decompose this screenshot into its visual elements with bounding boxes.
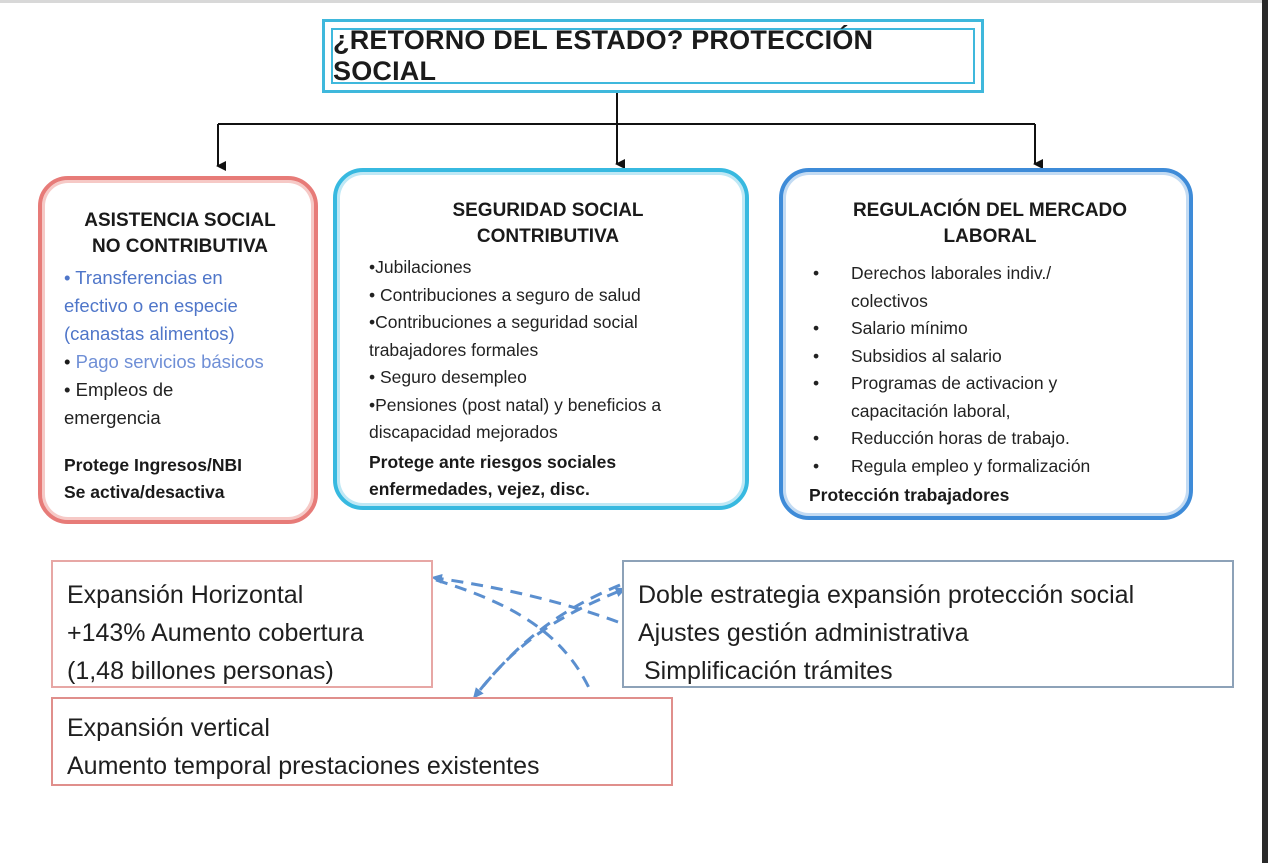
asistencia-footer-line2: Se activa/desactiva: [64, 482, 225, 502]
list-item-text: Transferencias en: [75, 267, 223, 288]
list-item: discapacidad mejorados: [369, 422, 558, 442]
list-item: [809, 288, 1171, 316]
bullet-icon: •: [813, 428, 820, 448]
regulacion-footer: Protección trabajadores: [809, 485, 1010, 505]
bullet-icon: •: [813, 373, 820, 393]
doble-estrategia-box: [622, 560, 1234, 688]
list-item: [809, 425, 1171, 453]
tree-connectors: [218, 93, 1035, 166]
frame-right-edge: [1262, 0, 1268, 863]
list-item-text: Pago servicios básicos: [75, 351, 264, 372]
asistencia-footer-line1: Protege Ingresos/NBI: [64, 455, 242, 475]
expansion-horizontal-coverage: +143% Aumento cobertura: [67, 619, 364, 647]
bullet-icon: •: [813, 263, 820, 283]
list-item: [809, 370, 1171, 398]
list-item: [64, 404, 296, 432]
frame-top-edge: [0, 0, 1268, 3]
dashed-arrows: [436, 578, 622, 695]
list-item: [809, 260, 1171, 288]
seguridad-footer-line1: Protege ante riesgos sociales: [369, 451, 617, 472]
bullet-icon: •: [813, 345, 820, 366]
list-item-text: Reducción horas de trabajo.: [851, 428, 1070, 448]
doble-estrategia-simplificacion: Simplificación trámites: [644, 657, 893, 685]
list-item: [809, 453, 1171, 481]
bullet-icon: •: [813, 318, 820, 338]
doble-estrategia-title: Doble estrategia expansión protección social: [638, 581, 1135, 609]
list-item-text: (canastas alimentos): [64, 323, 235, 344]
list-item-text: efectivo o en especie: [64, 295, 238, 316]
dashed-arrow-to-doble: [436, 580, 590, 690]
asistencia-footer: [64, 452, 296, 506]
bullet-icon: •: [64, 351, 71, 372]
list-item: [809, 343, 1171, 371]
expansion-vertical-title: Expansión vertical: [67, 714, 270, 742]
bullet-icon: •: [64, 379, 71, 400]
list-item-text: Programas de activacion y: [851, 373, 1058, 393]
list-item-text: emergencia: [64, 407, 161, 428]
list-item-text: Salario mínimo: [851, 318, 968, 338]
seguridad-heading: [369, 198, 727, 250]
expansion-horizontal-people: (1,48 billones personas): [67, 657, 334, 685]
seguridad-heading-line1: SEGURIDAD SOCIAL: [452, 200, 644, 221]
regulacion-mercado-box: [779, 168, 1193, 520]
list-item: [809, 315, 1171, 343]
list-item-text: colectivos: [851, 290, 928, 311]
expansion-vertical-box: [51, 697, 673, 786]
dashed-arrow-to-vertical: [476, 585, 620, 695]
asistencia-heading-line1: ASISTENCIA SOCIAL: [84, 210, 276, 231]
bullet-icon: •: [813, 455, 820, 476]
expansion-horizontal-box: [51, 560, 433, 688]
dashed-arrow-horizontal-to-doble: [480, 590, 622, 690]
seguridad-list: [369, 254, 727, 447]
list-item: •Jubilaciones: [369, 257, 472, 277]
list-item: [64, 292, 296, 320]
regulacion-heading-line1: REGULACIÓN DEL MERCADO: [852, 200, 1128, 221]
title-frame: [322, 19, 984, 93]
asistencia-heading: [64, 208, 296, 260]
regulacion-heading-line2: LABORAL: [943, 226, 1037, 247]
list-item: trabajadores formales: [369, 339, 539, 360]
list-item-text: capacitación laboral,: [851, 400, 1011, 421]
seguridad-footer-line2: enfermedades, vejez, disc.: [369, 478, 590, 499]
list-item: [64, 320, 296, 348]
seguridad-heading-line2: CONTRIBUTIVA: [476, 226, 620, 247]
list-item: • Seguro desempleo: [369, 367, 527, 387]
list-item: [64, 348, 296, 376]
list-item-text: Derechos laborales indiv./: [851, 263, 1052, 283]
expansion-vertical-detail: Aumento temporal prestaciones existentes: [67, 752, 540, 780]
list-item: [64, 264, 296, 292]
asistencia-list: [64, 264, 296, 432]
bullet-icon: •: [64, 267, 71, 288]
list-item-text: Regula empleo y formalización: [851, 455, 1091, 476]
regulacion-list: [809, 260, 1171, 480]
list-item-text: Empleos de: [75, 379, 174, 400]
list-item: •Pensiones (post natal) y beneficios a: [369, 394, 662, 415]
list-item-text: Subsidios al salario: [851, 345, 1002, 366]
asistencia-social-box: [38, 176, 318, 524]
list-item: • Contribuciones a seguro de salud: [369, 284, 641, 305]
page-title: ¿RETORNO DEL ESTADO? PROTECCIÓN SOCIAL: [331, 28, 975, 84]
dashed-arrow-to-horizontal: [436, 578, 618, 622]
seguridad-footer: [369, 449, 727, 503]
list-item: [64, 376, 296, 404]
regulacion-heading: [809, 198, 1171, 250]
seguridad-social-box: [333, 168, 749, 510]
doble-estrategia-ajustes: Ajustes gestión administrativa: [638, 619, 969, 647]
list-item: [809, 398, 1171, 426]
expansion-horizontal-title: Expansión Horizontal: [67, 581, 304, 609]
list-item: •Contribuciones a seguridad social: [369, 312, 638, 332]
asistencia-heading-line2: NO CONTRIBUTIVA: [92, 236, 268, 257]
